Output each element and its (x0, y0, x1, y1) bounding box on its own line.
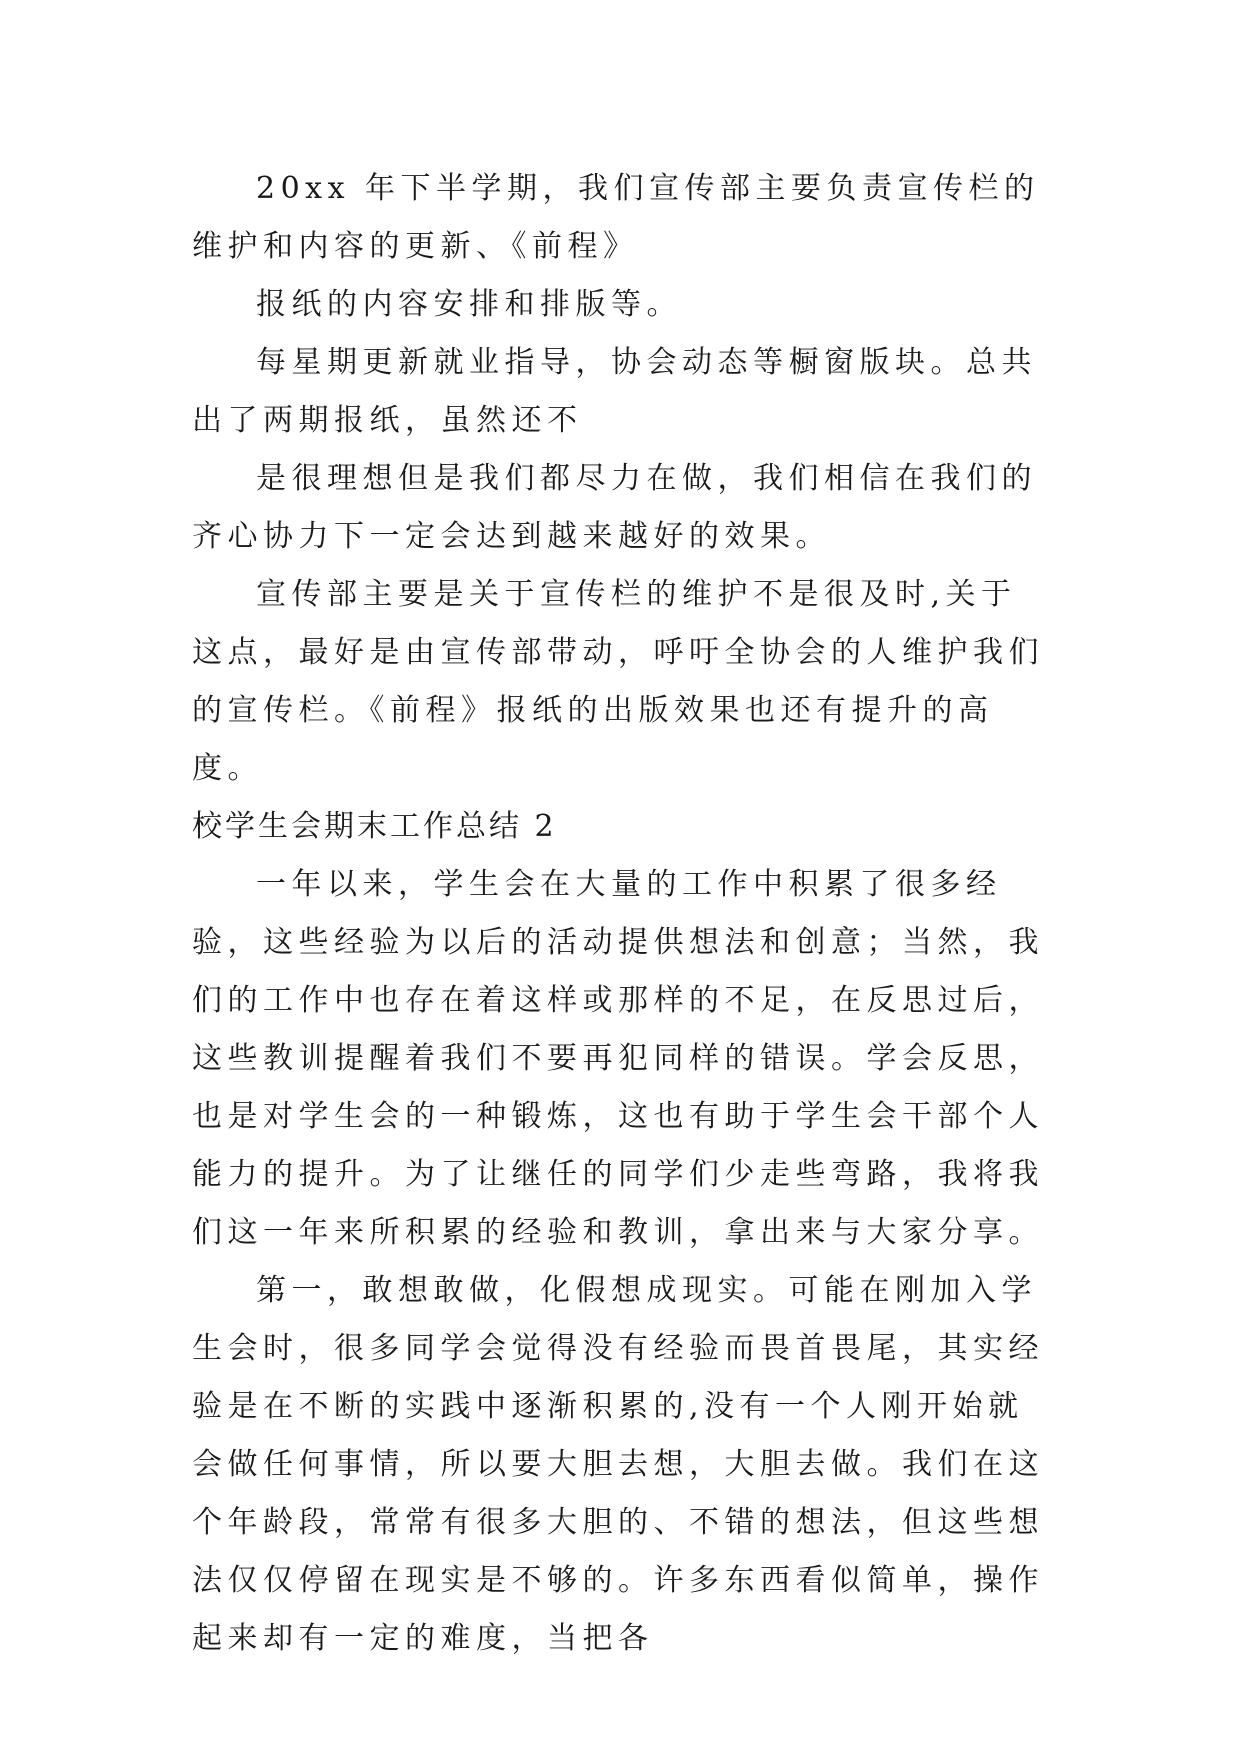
paragraph-3: 每星期更新就业指导，协会动态等橱窗版块。总共出了两期报纸，虽然还不 (192, 345, 1037, 438)
section-title: 校学生会期末工作总结 2 (192, 809, 557, 844)
paragraph-4: 是很理想但是我们都尽力在做，我们相信在我们的齐心协力下一定会达到越来越好的效果。 (192, 461, 1037, 554)
paragraph-7: 第一，敢想敢做，化假想成现实。可能在刚加入学生会时，很多同学会觉得没有经验而畏首畏尾，其实经验是在不断的实践中逐渐积累的,没有一个人刚开始就会做任何事情，所以要大胆去想，大胆去做。我们在这个年龄段，常常有很多大胆的、不错的想法，但这些想法仅仅停留在现实是不够的。许多东西看似简单，操作起来却有一定的难度，当把各 (192, 1273, 1044, 1656)
paragraph-6: 一年以来，学生会在大量的工作中积累了很多经验，这些经验为以后的活动提供想法和创意；当然，我们的工作中也存在着这样或那样的不足，在反思过后，这些教训提醒着我们不要再犯同样的错误。学会反思，也是对学生会的一种锻炼，这也有助于学生会干部个人能力的提升。为了让继任的同学们少走些弯路，我将我们这一年来所积累的经验和教训，拿出来与大家分享。 (192, 867, 1044, 1250)
paragraph-2: 报纸的内容安排和排版等。 (256, 287, 682, 322)
paragraph-1: 20xx 年下半学期，我们宣传部主要负责宣传栏的维护和内容的更新、《前程》 (192, 171, 1040, 264)
paragraph-5: 宣传部主要是关于宣传栏的维护不是很及时,关于这点，最好是由宣传部带动，呼吁全协会的人维护我们的宣传栏。《前程》报纸的出版效果也还有提升的高度。 (192, 577, 1044, 786)
document-body (192, 160, 1052, 1668)
